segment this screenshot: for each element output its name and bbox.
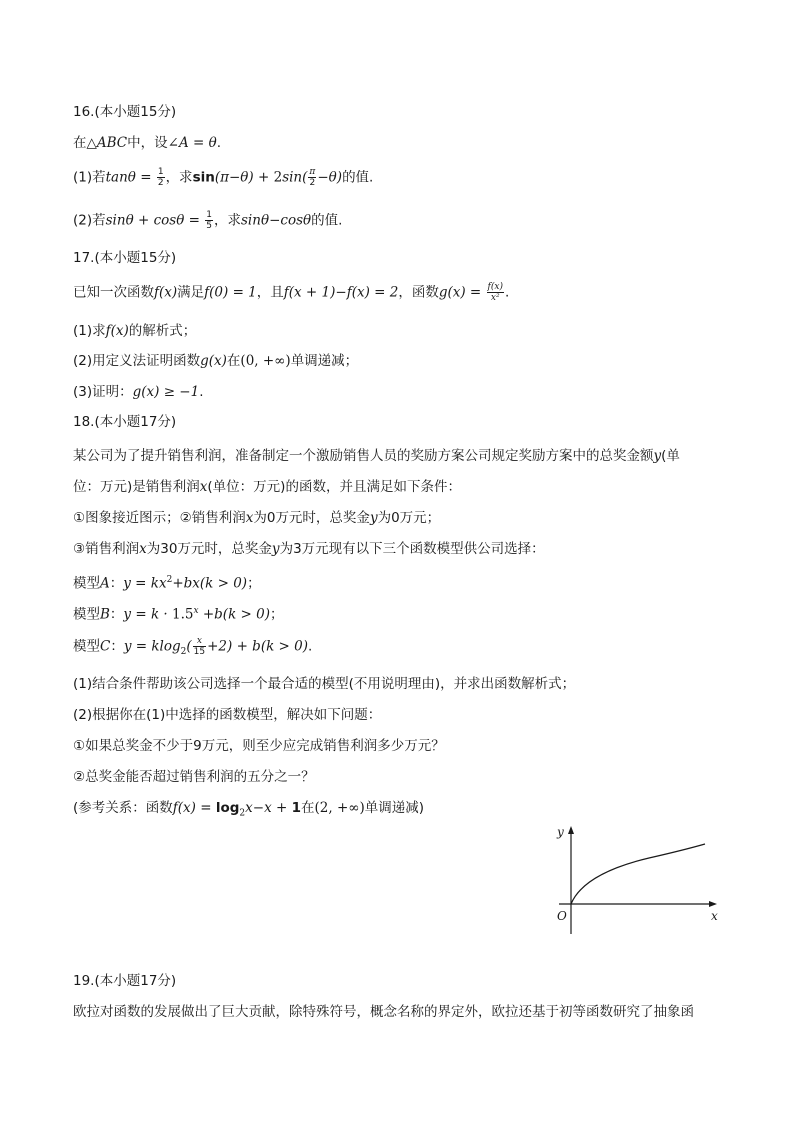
q18-model-b: 模型B：$y = k \cdot 1.5^x +b(k > 0)$； bbox=[73, 606, 284, 623]
q19-stem-line1: 欧拉对函数的发展做出了巨大贡献，除特殊符号，概念名称的界定外，欧拉还基于初等函数研究了抽象函 bbox=[73, 1004, 694, 1020]
q19-header: 19.(本小题17分) bbox=[73, 973, 177, 989]
q17-header: 17.(本小题15分) bbox=[73, 250, 177, 266]
q16-header: 16.(本小题15分) bbox=[73, 104, 177, 120]
q16-part2: (2)若sinθ + cosθ = $\frac{1}{5}$ ，求sinθ−cosθ的值. bbox=[73, 210, 343, 231]
q17-part1: (1)求f(x)的解析式； bbox=[73, 323, 197, 339]
q16-intro: 在△ABC中，设∠A = θ. bbox=[73, 135, 222, 151]
function-curve bbox=[571, 844, 705, 904]
q18-reference: (参考关系：函数$f(x) = \log_2x-x + 1$在(2, +∞)单调递减) bbox=[73, 800, 425, 819]
q17-part2: (2)用定义法证明函数g(x)在(0, +∞)单调递减； bbox=[73, 353, 359, 369]
y-axis-arrow bbox=[568, 826, 574, 834]
q18-conditions-1-2: ①图象接近图示；②销售利润x为0万元时，总奖金y为0万元； bbox=[73, 510, 441, 526]
x-axis-arrow bbox=[709, 901, 717, 907]
q18-part2-a: ①如果总奖金不少于9万元，则至少应完成销售利润多少万元？ bbox=[73, 738, 445, 754]
q18-stem-line2: 位：万元)是销售利润x(单位：万元)的函数，并且满足如下条件： bbox=[73, 479, 461, 495]
q18-part2: (2)根据你在(1)中选择的函数模型，解决如下问题： bbox=[73, 707, 382, 723]
origin-label: O bbox=[557, 909, 567, 923]
q18-model-c: 模型C：y = klog$_2$( $\frac{x}{15}$ +2) + b(k > 0). bbox=[73, 636, 313, 658]
fraction-pi-over-two: $\frac{\pi}{2}$ bbox=[309, 167, 316, 188]
q18-model-a: 模型A：$y = kx^2+bx(k > 0)$； bbox=[73, 575, 261, 592]
x-axis-label: x bbox=[711, 909, 718, 923]
function-graph bbox=[545, 822, 725, 937]
q17-stem: 已知一次函数f(x)满足f(0) = 1，且f(x + 1)−f(x) = 2，函数g(x) = $\frac{f(x)}{\text{x²}}$ . bbox=[73, 282, 510, 303]
fraction-fx-over-x-squared: $\frac{f(x)}{\text{x²}}$ bbox=[487, 282, 503, 303]
q18-part1: (1)结合条件帮助该公司选择一个最合适的模型(不用说明理由)，并求出函数解析式； bbox=[73, 676, 576, 692]
y-axis-label: y bbox=[557, 825, 564, 839]
q17-part3: (3)证明：g(x) ≥ −1. bbox=[73, 384, 204, 400]
fraction-one-half: $\frac{1}{2}$ bbox=[157, 167, 164, 188]
q18-part2-b: ②总奖金能否超过销售利润的五分之一？ bbox=[73, 769, 315, 785]
q18-condition-3: ③销售利润x为30万元时，总奖金y为3万元现有以下三个函数模型供公司选择： bbox=[73, 541, 545, 557]
q16-part1: (1)若tanθ = $\frac{1}{2}$ ，求sin(π−θ) + 2sin( $\frac{\pi}{2}$ −θ)的值. bbox=[73, 167, 374, 188]
q18-header: 18.(本小题17分) bbox=[73, 414, 177, 430]
fraction-x-over-15: $\frac{x}{15}$ bbox=[193, 636, 206, 657]
fraction-one-fifth: $\frac{1}{5}$ bbox=[206, 210, 212, 231]
q18-stem-line1: 某公司为了提升销售利润，准备制定一个激励销售人员的奖励方案公司规定奖励方案中的总奖金额y(单 bbox=[73, 448, 680, 464]
